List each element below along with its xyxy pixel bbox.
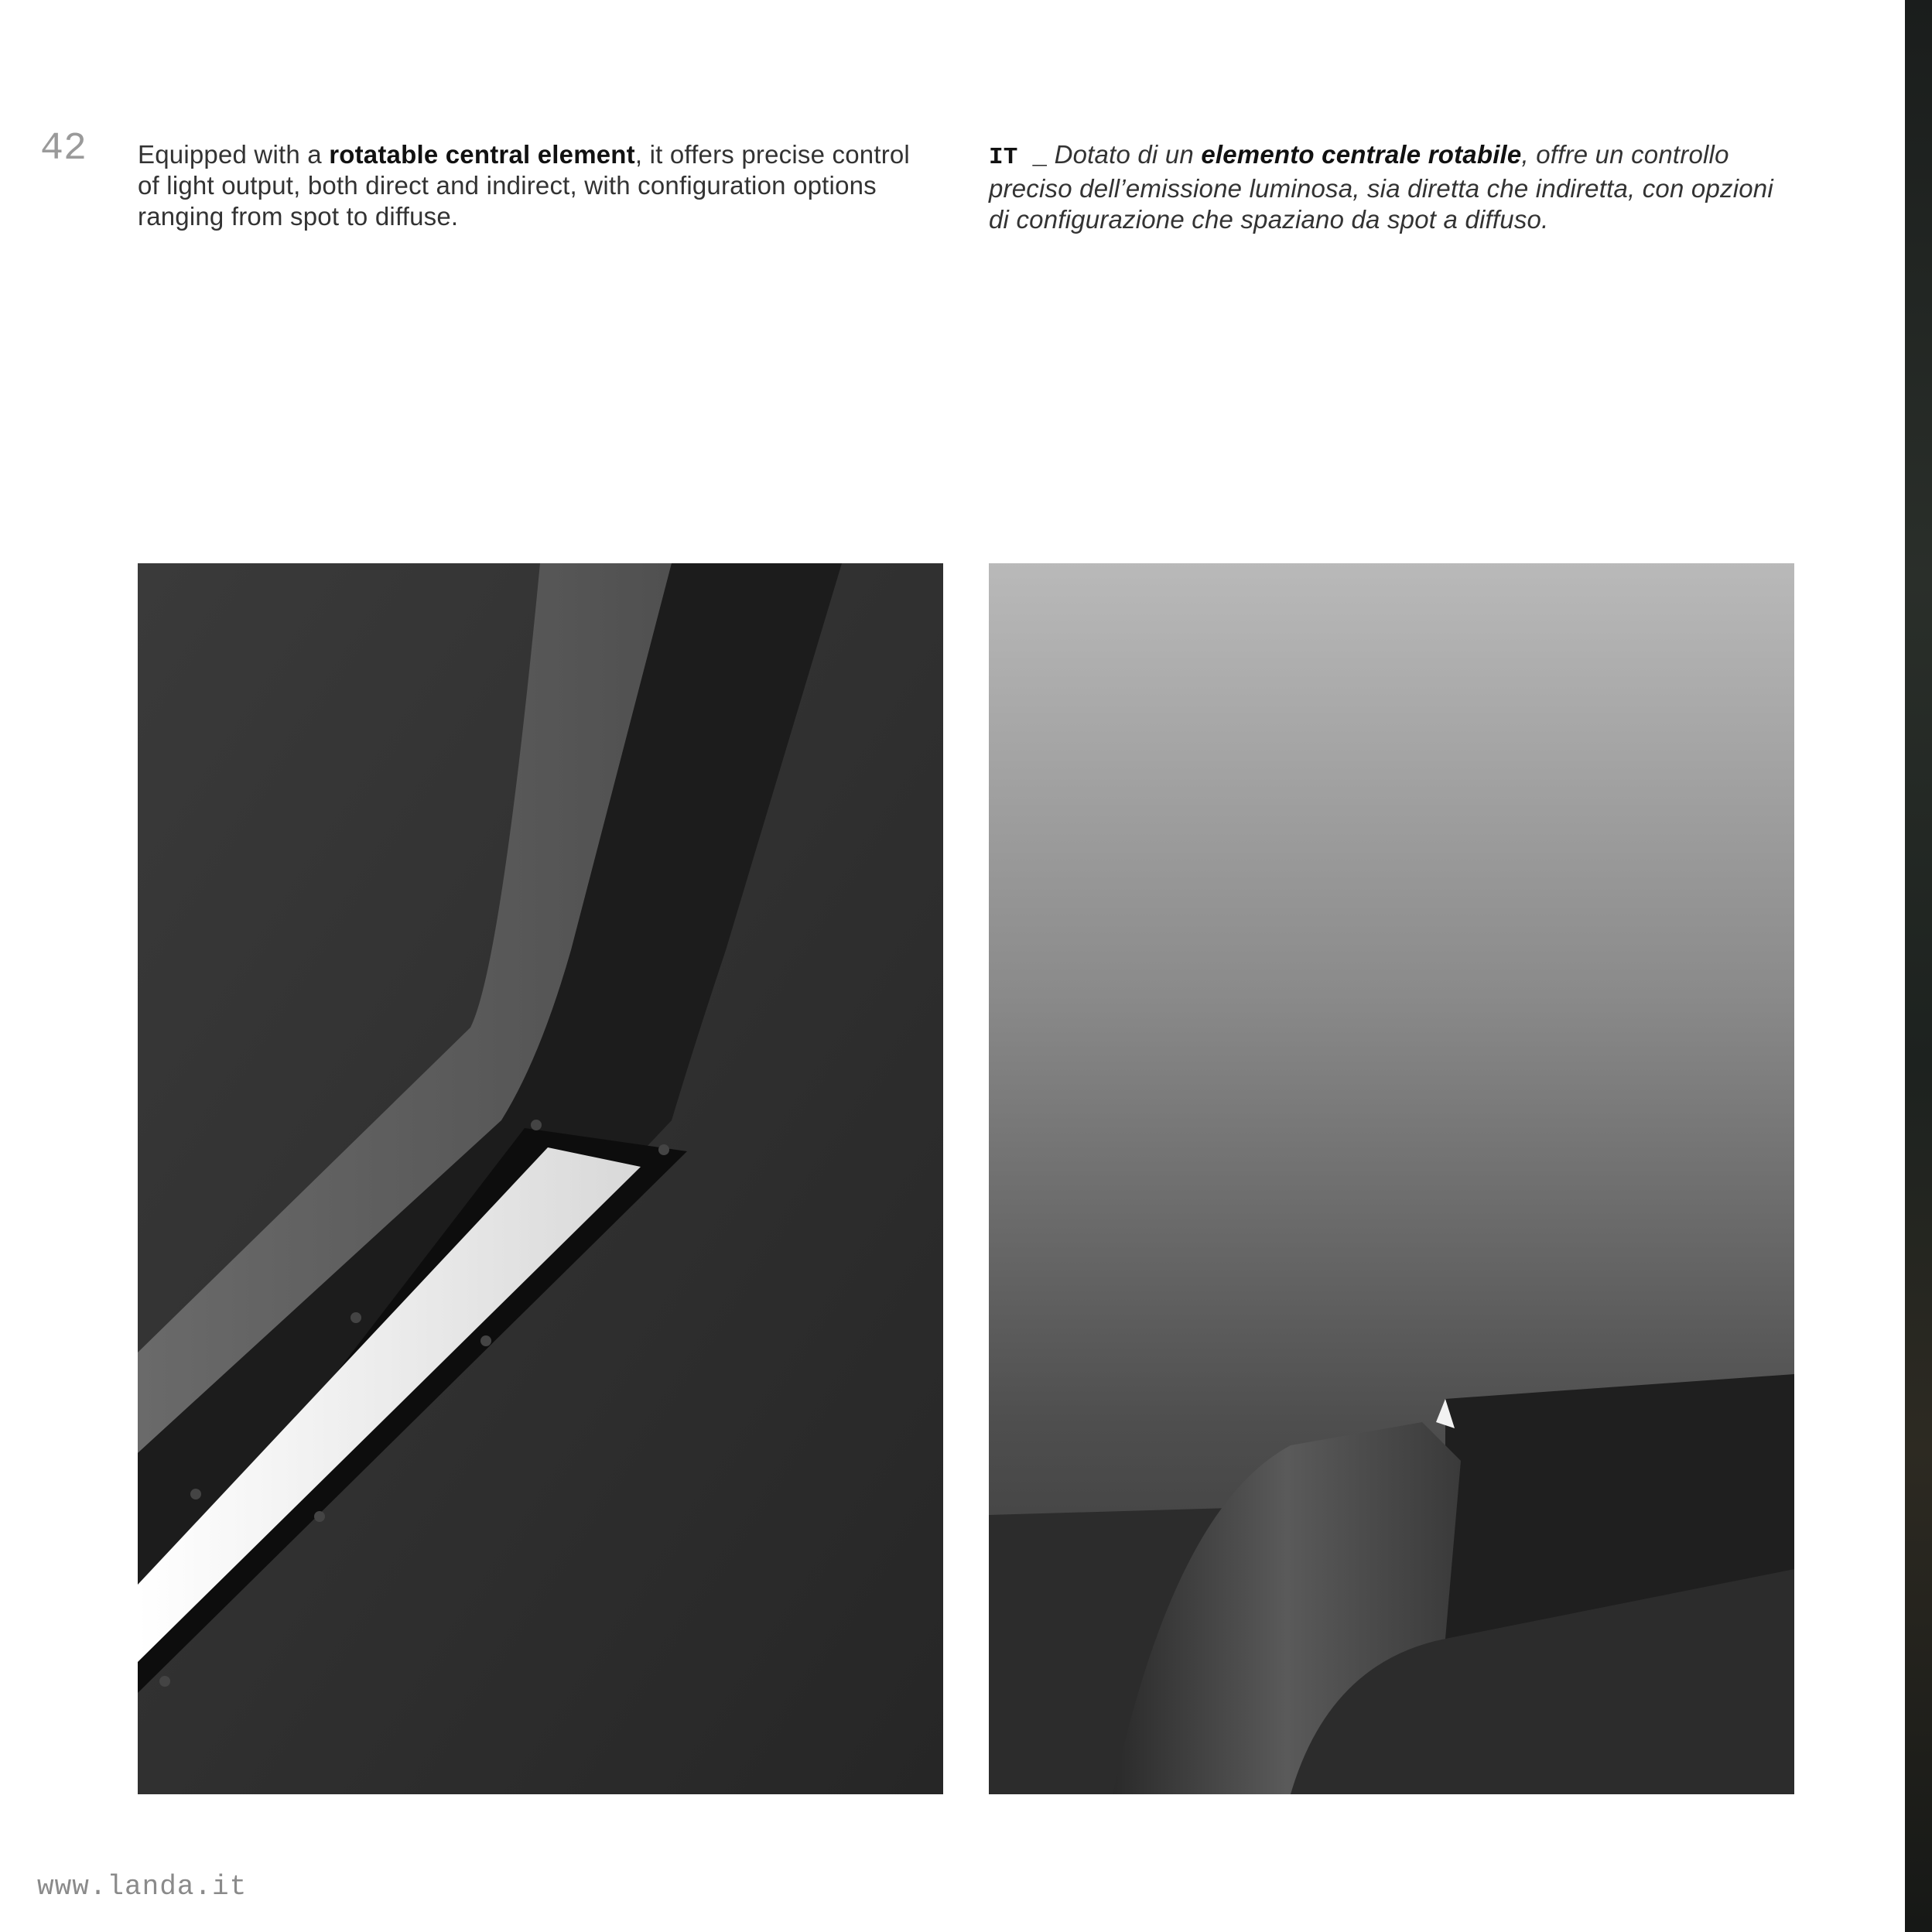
description-english bbox=[138, 139, 935, 232]
led-strip-illustration bbox=[138, 563, 943, 1794]
screw-icon bbox=[658, 1144, 669, 1155]
screw-icon bbox=[480, 1335, 491, 1346]
screw-icon bbox=[350, 1312, 361, 1323]
description-italian-rest: , offre un controllo preciso dell’emissione luminosa, sia diretta che indiretta, con opzioni di configurazione che spaziano da spot a diffuso. bbox=[989, 140, 1773, 234]
screw-icon bbox=[531, 1120, 542, 1130]
description-italian-lead: Dotato di un bbox=[1047, 140, 1202, 169]
screw-icon bbox=[190, 1489, 201, 1499]
rotatable-joint-illustration bbox=[989, 563, 1794, 1794]
description-italian bbox=[989, 139, 1786, 235]
description-italian-highlight: elemento centrale rotabile bbox=[1201, 140, 1522, 169]
description-english-highlight: rotatable central element bbox=[329, 140, 635, 169]
page-number: 42 bbox=[40, 127, 87, 171]
language-code-italian: IT _ bbox=[989, 144, 1048, 171]
website-url: www.landa.it bbox=[37, 1871, 248, 1903]
product-photo-rotatable-joint bbox=[989, 563, 1794, 1794]
screw-icon bbox=[159, 1676, 170, 1687]
adjacent-page-edge bbox=[1905, 0, 1932, 1932]
description-english-rest: , it offers precise control of light output, both direct and indirect, with configuration options ranging from spot to diffuse. bbox=[138, 140, 910, 231]
screw-icon bbox=[314, 1511, 325, 1522]
product-photo-led-strip bbox=[138, 563, 943, 1794]
description-english-lead: Equipped with a bbox=[138, 140, 330, 169]
